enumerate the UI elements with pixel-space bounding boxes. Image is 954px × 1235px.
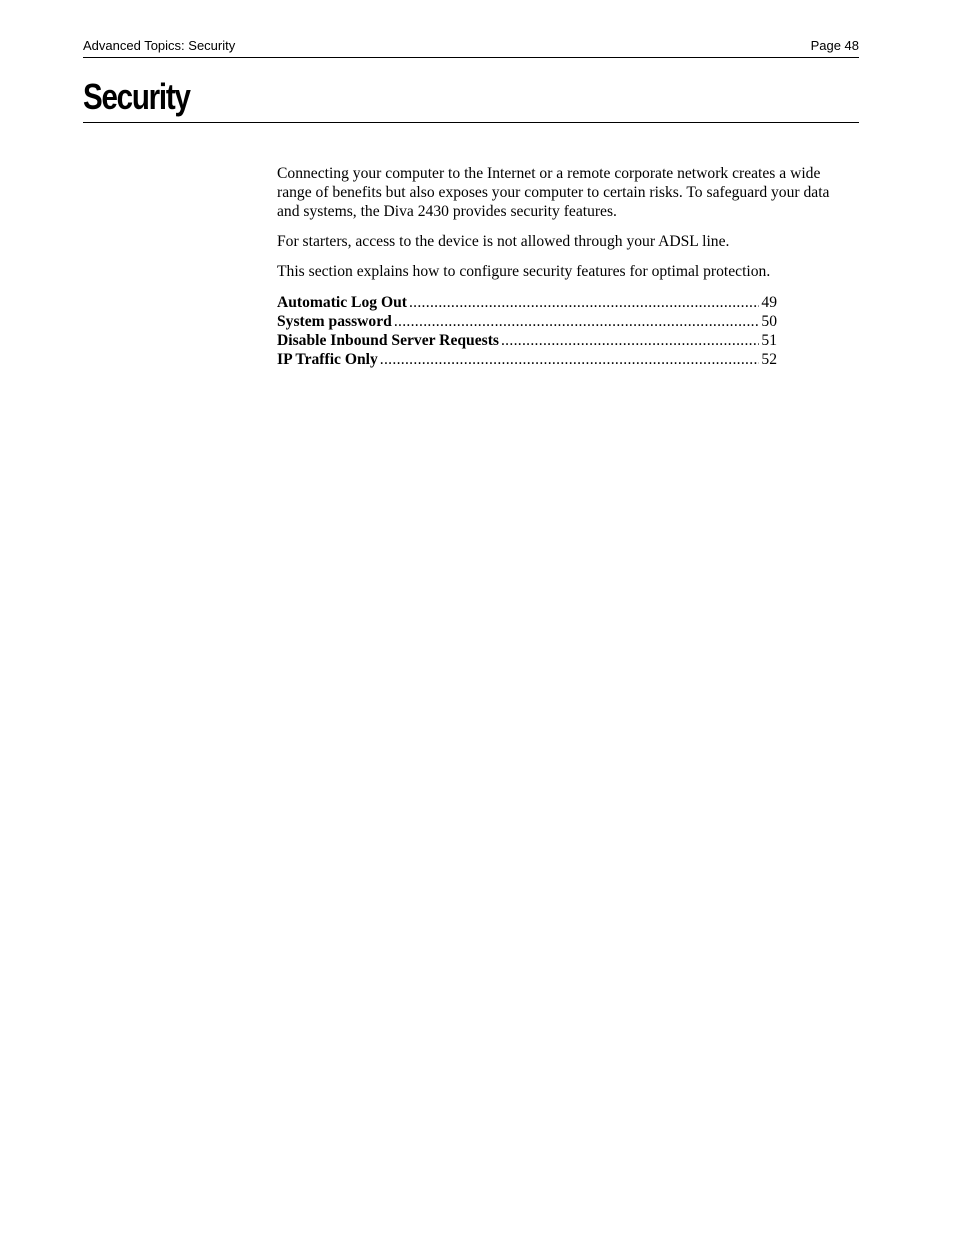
intro-paragraph-1: Connecting your computer to the Internet or a remote corporate network creates a wide range of benefits but also exposes your computer to certain risks. To safeguard your data and systems, the Diva 2430 provides security features. [277,165,830,220]
toc-entry-page: 50 [761,313,777,330]
toc-leader-dots [380,350,760,369]
toc-entry-label: System password [277,313,392,330]
page-title [83,74,859,123]
toc-entry-automatic-log-out[interactable] [277,293,777,312]
toc-entry-page: 51 [761,332,777,349]
toc-leader-dots [409,293,759,312]
header-page-number: Page 48 [810,38,859,53]
toc-entry-page: 49 [761,294,777,311]
toc-leader-dots [501,331,759,350]
toc-entry-system-password[interactable] [277,312,777,331]
toc-entry-label: Disable Inbound Server Requests [277,332,499,349]
toc-leader-dots [394,312,760,331]
intro-paragraph-3: This section explains how to configure security features for optimal protection. [277,263,771,280]
section-toc [277,293,777,369]
toc-entry-disable-inbound-server-requests[interactable] [277,331,777,350]
intro-paragraph-2: For starters, access to the device is not allowed through your ADSL line. [277,233,730,250]
toc-entry-label: IP Traffic Only [277,351,378,368]
running-header [83,38,859,58]
page-title-text: Security [83,76,190,117]
intro-text [277,164,851,292]
toc-entry-ip-traffic-only[interactable] [277,350,777,369]
toc-entry-label: Automatic Log Out [277,294,407,311]
header-section-title: Advanced Topics: Security [83,38,236,53]
toc-entry-page: 52 [761,351,777,368]
